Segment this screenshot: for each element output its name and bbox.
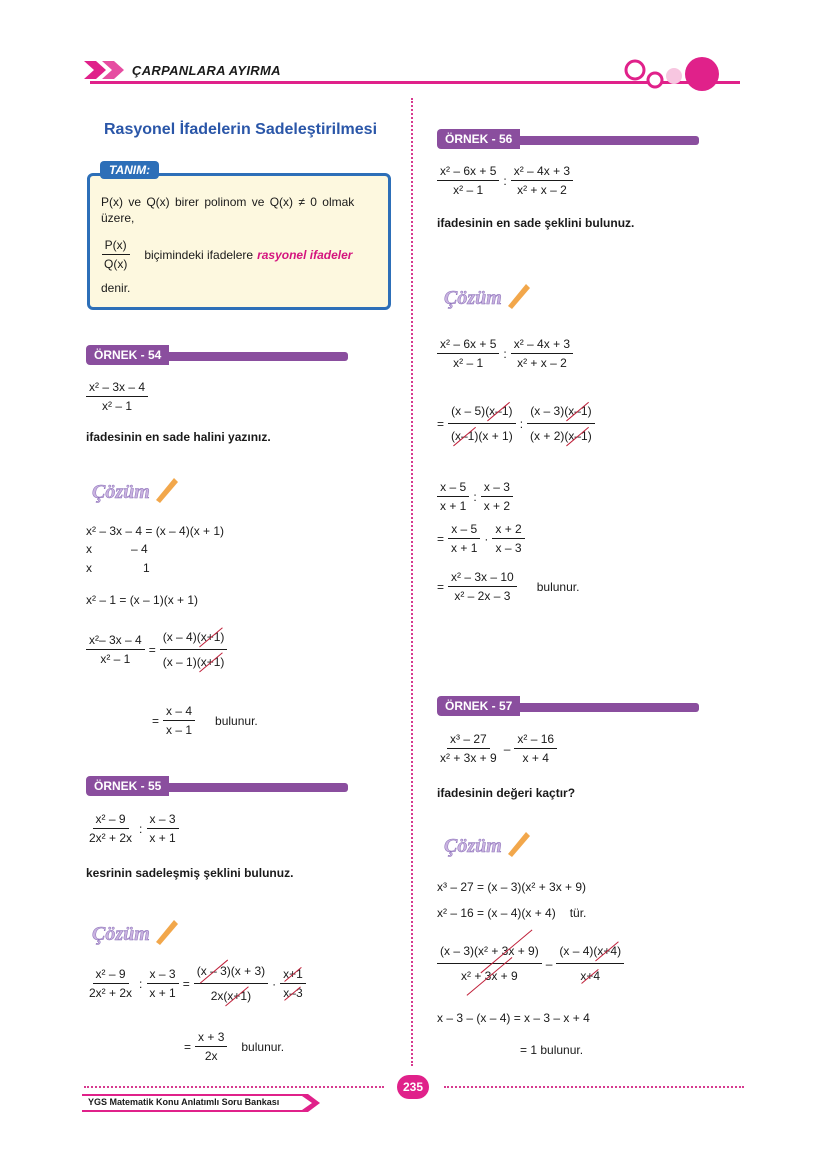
ex54-q-den: x² – 1 bbox=[102, 399, 133, 413]
ex55-question-frac: $\frac{\text{x² – 9}}{\text{2x² + 2x}}$ : $\frac{x - 3}{x + 1}$ bbox=[86, 812, 179, 845]
ex56-w2n: x² – 4x + 3 bbox=[511, 337, 573, 354]
ex54-f2d-b: (x+1) bbox=[196, 655, 225, 669]
cozum-icon bbox=[90, 912, 180, 952]
ex55-question: kesrinin sadeleşmiş şeklini bulunuz. bbox=[86, 866, 294, 880]
ex56-b2n2: (x–1) bbox=[564, 404, 592, 418]
definition-line2: üzere, bbox=[101, 211, 135, 225]
ex54-r-den: x – 1 bbox=[166, 723, 193, 737]
ex55-a3n-b: (x + 3) bbox=[230, 964, 266, 978]
ex57-step2-text: x² – 16 = (x – 4)(x + 4) bbox=[437, 906, 556, 920]
ex56-r-num: x² – 3x – 10 bbox=[448, 570, 517, 587]
example-57-tag bbox=[437, 696, 699, 716]
ex57-f1d: x² + 3x + 9 bbox=[461, 969, 518, 983]
ex56-b1n2: (x–1) bbox=[485, 404, 513, 418]
ex56-q1d: x² – 1 bbox=[453, 183, 484, 197]
svg-text:Çözüm: Çözüm bbox=[444, 287, 502, 309]
ex57-f2n2: (x+4) bbox=[593, 944, 622, 958]
ex54-result: = $\frac{x - 4}{x - 1}$ bulunur. bbox=[152, 704, 258, 737]
ex57-question-frac: $\frac{\text{x³ – 27}}{\text{x² + 3x + 9}}$ – $\frac{\text{x² – 16}}{x + 4}$ bbox=[437, 732, 557, 765]
ex55-a2d: x + 1 bbox=[149, 986, 176, 1000]
ex56-c2d: x + 2 bbox=[483, 499, 511, 513]
svg-text:Çözüm: Çözüm bbox=[92, 481, 150, 503]
ex54-f1n: x²– 3x – 4 bbox=[86, 633, 145, 650]
ex56-b1d2: (x + 1) bbox=[478, 429, 513, 443]
example-56-label: ÖRNEK - 56 bbox=[437, 129, 520, 149]
ex56-c2n: x – 3 bbox=[481, 480, 513, 497]
ex55-a3d-b: (x+1) bbox=[223, 989, 252, 1003]
definition-formula bbox=[101, 238, 352, 271]
ex56-b1d: (x–1) bbox=[451, 429, 479, 443]
ex55-a2n: x – 3 bbox=[147, 967, 179, 984]
section-title: Rasyonel İfadelerin Sadeleştirilmesi bbox=[104, 121, 378, 138]
ex54-q-num: x² – 3x – 4 bbox=[86, 380, 148, 397]
ex57-f2n: (x – 4) bbox=[559, 944, 594, 958]
ex55-a4n: x+1 bbox=[283, 967, 303, 981]
svg-text:Çözüm: Çözüm bbox=[444, 835, 502, 857]
ex57-f1n2: (x² + 3x + 9) bbox=[474, 944, 539, 958]
book-title: YGS Matematik Konu Anlatımlı Soru Bankası bbox=[88, 1097, 280, 1107]
ex56-b1n: (x – 5) bbox=[451, 404, 486, 418]
example-55-label: ÖRNEK - 55 bbox=[86, 776, 169, 796]
example-55-tag bbox=[86, 776, 348, 796]
ex54-step2b: – 4 bbox=[131, 542, 148, 556]
ex57-q2n: x² – 16 bbox=[514, 732, 557, 749]
ex54-work: $\frac{\text{x²– 3x – 4}}{\text{x² – 1}}$ = $\frac{(x - 4)(x+1)}{(x - 1)(x+1)}$ bbox=[86, 630, 227, 669]
definition-tag: TANIM: bbox=[100, 161, 159, 179]
ex57-step1: x³ – 27 = (x – 3)(x² + 3x + 9) bbox=[437, 880, 587, 894]
ex55-a3d-a: 2x bbox=[210, 989, 224, 1003]
ex56-result-text: bulunur. bbox=[536, 579, 580, 594]
ex56-work4: = $\frac{x - 5}{x + 1}$ · $\frac{x + 2}{x - 3}$ bbox=[437, 522, 525, 555]
definition-line1: P(x) ve Q(x) birer polinom ve Q(x) ≠ 0 olmak bbox=[101, 195, 355, 209]
ex54-r-num: x – 4 bbox=[163, 704, 195, 721]
ex57-question: ifadesinin değeri kaçtır? bbox=[437, 786, 576, 800]
ex54-step3a: x bbox=[86, 561, 92, 575]
frac-den: Q(x) bbox=[104, 257, 128, 271]
ex56-q1n: x² – 6x + 5 bbox=[437, 164, 499, 181]
ex54-f2d-a: (x – 1) bbox=[162, 655, 197, 669]
footer-rule-left bbox=[84, 1086, 384, 1088]
cozum-icon bbox=[90, 470, 180, 510]
ex55-a4d: x–3 bbox=[283, 986, 303, 1000]
ex54-question-frac bbox=[86, 380, 148, 413]
definition-highlight: rasyonel ifadeler bbox=[257, 247, 353, 262]
ex56-d1n: x – 5 bbox=[448, 522, 480, 539]
ex54-result-text: bulunur. bbox=[215, 713, 258, 728]
ex54-question: ifadesinin en sade halini yazınız. bbox=[86, 430, 271, 444]
ex56-d2n: x + 2 bbox=[492, 522, 524, 539]
ex57-step3: x – 3 – (x – 4) = x – 3 – x + 4 bbox=[437, 1011, 590, 1025]
ex56-work2: = $\frac{(x - 5)(x-1)}{(x-1)(x + 1)}$ : $\frac{(x - 3)(x-1)}{(x + 2)(x-1)}$ bbox=[437, 404, 595, 443]
ex57-f2d: x+4 bbox=[580, 969, 601, 983]
ex55-q1n: x² – 9 bbox=[93, 812, 129, 829]
ex57-q2d: x + 4 bbox=[522, 751, 549, 765]
ex56-work3: $\frac{x - 5}{x + 1}$ : $\frac{x - 3}{x + 2}$ bbox=[437, 480, 513, 513]
ex55-q1d: 2x² + 2x bbox=[89, 831, 133, 845]
ex54-f2n-b: (x+1) bbox=[196, 630, 225, 644]
page-number: 235 bbox=[397, 1075, 429, 1099]
ex57-step4: = 1 bulunur. bbox=[520, 1043, 584, 1057]
ex56-w1n: x² – 6x + 5 bbox=[437, 337, 499, 354]
ex56-b2d2: (x–1) bbox=[564, 429, 592, 443]
ex57-q1d: x² + 3x + 9 bbox=[440, 751, 497, 765]
chapter-title: ÇARPANLARA AYIRMA bbox=[132, 63, 281, 78]
ex55-a1d: 2x² + 2x bbox=[89, 986, 133, 1000]
frac-num: P(x) bbox=[102, 238, 130, 255]
ex56-c1d: x + 1 bbox=[440, 499, 467, 513]
ex56-question: ifadesinin en sade şeklini bulunuz. bbox=[437, 216, 635, 230]
ex54-step2a: x bbox=[86, 542, 92, 556]
ex56-b2d: (x + 2) bbox=[530, 429, 565, 443]
column-divider bbox=[411, 98, 413, 1066]
ex56-b2n: (x – 3) bbox=[530, 404, 565, 418]
header-circles-icon bbox=[622, 56, 724, 96]
example-54-tag bbox=[86, 345, 348, 365]
ex57-step2-end: tür. bbox=[569, 906, 587, 920]
ex55-a3n-a: (x – 3) bbox=[196, 964, 231, 978]
definition-end: denir. bbox=[101, 281, 131, 295]
ex57-step2 bbox=[437, 906, 586, 920]
ex54-f2n-a: (x – 4) bbox=[162, 630, 197, 644]
ex56-r-den: x² – 2x – 3 bbox=[454, 589, 511, 603]
ex55-result-text: bulunur. bbox=[241, 1039, 285, 1054]
ex56-d2d: x – 3 bbox=[495, 541, 522, 555]
ex56-q2d: x² + x – 2 bbox=[517, 183, 567, 197]
ex55-result: = $\frac{x + 3}{2x}$ bulunur. bbox=[184, 1030, 285, 1063]
ex56-c1n: x – 5 bbox=[437, 480, 469, 497]
ex54-step4: x² – 1 = (x – 1)(x + 1) bbox=[86, 593, 199, 607]
ex56-work1: $\frac{\text{x² – 6x + 5}}{\text{x² – 1}}$ : $\frac{\text{x² – 4x + 3}}{\text{x² + x – 2}}$ bbox=[437, 337, 573, 370]
footer-rule-right bbox=[444, 1086, 744, 1088]
ex57-f1n: (x – 3) bbox=[440, 944, 475, 958]
ex57-work: $\frac{\text{(x – 3)(x² + 3x + 9)}}{\text{x² + 3x + 9}}$ – $\frac{(x - 4)(x+4)}{x+4}$ bbox=[437, 944, 624, 983]
cozum-icon bbox=[442, 276, 532, 316]
ex56-question-frac: $\frac{\text{x² – 6x + 5}}{\text{x² – 1}}$ : $\frac{\text{x² – 4x + 3}}{\text{x² + x – 2}}$ bbox=[437, 164, 573, 197]
ex56-w1d: x² – 1 bbox=[453, 356, 484, 370]
ex55-q2d: x + 1 bbox=[149, 831, 176, 845]
ex55-r-num: x + 3 bbox=[195, 1030, 227, 1047]
ex54-f1d: x² – 1 bbox=[100, 652, 131, 666]
ex56-q2n: x² – 4x + 3 bbox=[511, 164, 573, 181]
ex55-work: $\frac{\text{x² – 9}}{\text{2x² + 2x}}$ : $\frac{x - 3}{x + 1}$ = $\frac{(x - 3)(x + 3)}{2x(x+1)}$ · $\frac{x+1}{x-3}$ bbox=[86, 964, 306, 1003]
ex54-step3b: 1 bbox=[143, 561, 150, 575]
ex57-q1n: x³ – 27 bbox=[447, 732, 490, 749]
ex54-step1: x² – 3x – 4 = (x – 4)(x + 1) bbox=[86, 524, 225, 538]
example-56-tag bbox=[437, 129, 699, 149]
example-57-label: ÖRNEK - 57 bbox=[437, 696, 520, 716]
ex55-r-den: 2x bbox=[204, 1049, 218, 1063]
ex55-q2n: x – 3 bbox=[147, 812, 179, 829]
cozum-icon bbox=[442, 824, 532, 864]
ex56-w2d: x² + x – 2 bbox=[517, 356, 567, 370]
header-arrows bbox=[82, 58, 132, 82]
ex56-d1d: x + 1 bbox=[451, 541, 478, 555]
ex55-a1n: x² – 9 bbox=[93, 967, 129, 984]
ex56-result: = $\frac{\text{x² – 3x – 10}}{\text{x² – 2x – 3}}$ bulunur. bbox=[437, 570, 580, 603]
svg-text:Çözüm: Çözüm bbox=[92, 923, 150, 945]
definition-mid: biçimindeki ifadelere bbox=[144, 247, 254, 262]
example-54-label: ÖRNEK - 54 bbox=[86, 345, 169, 365]
